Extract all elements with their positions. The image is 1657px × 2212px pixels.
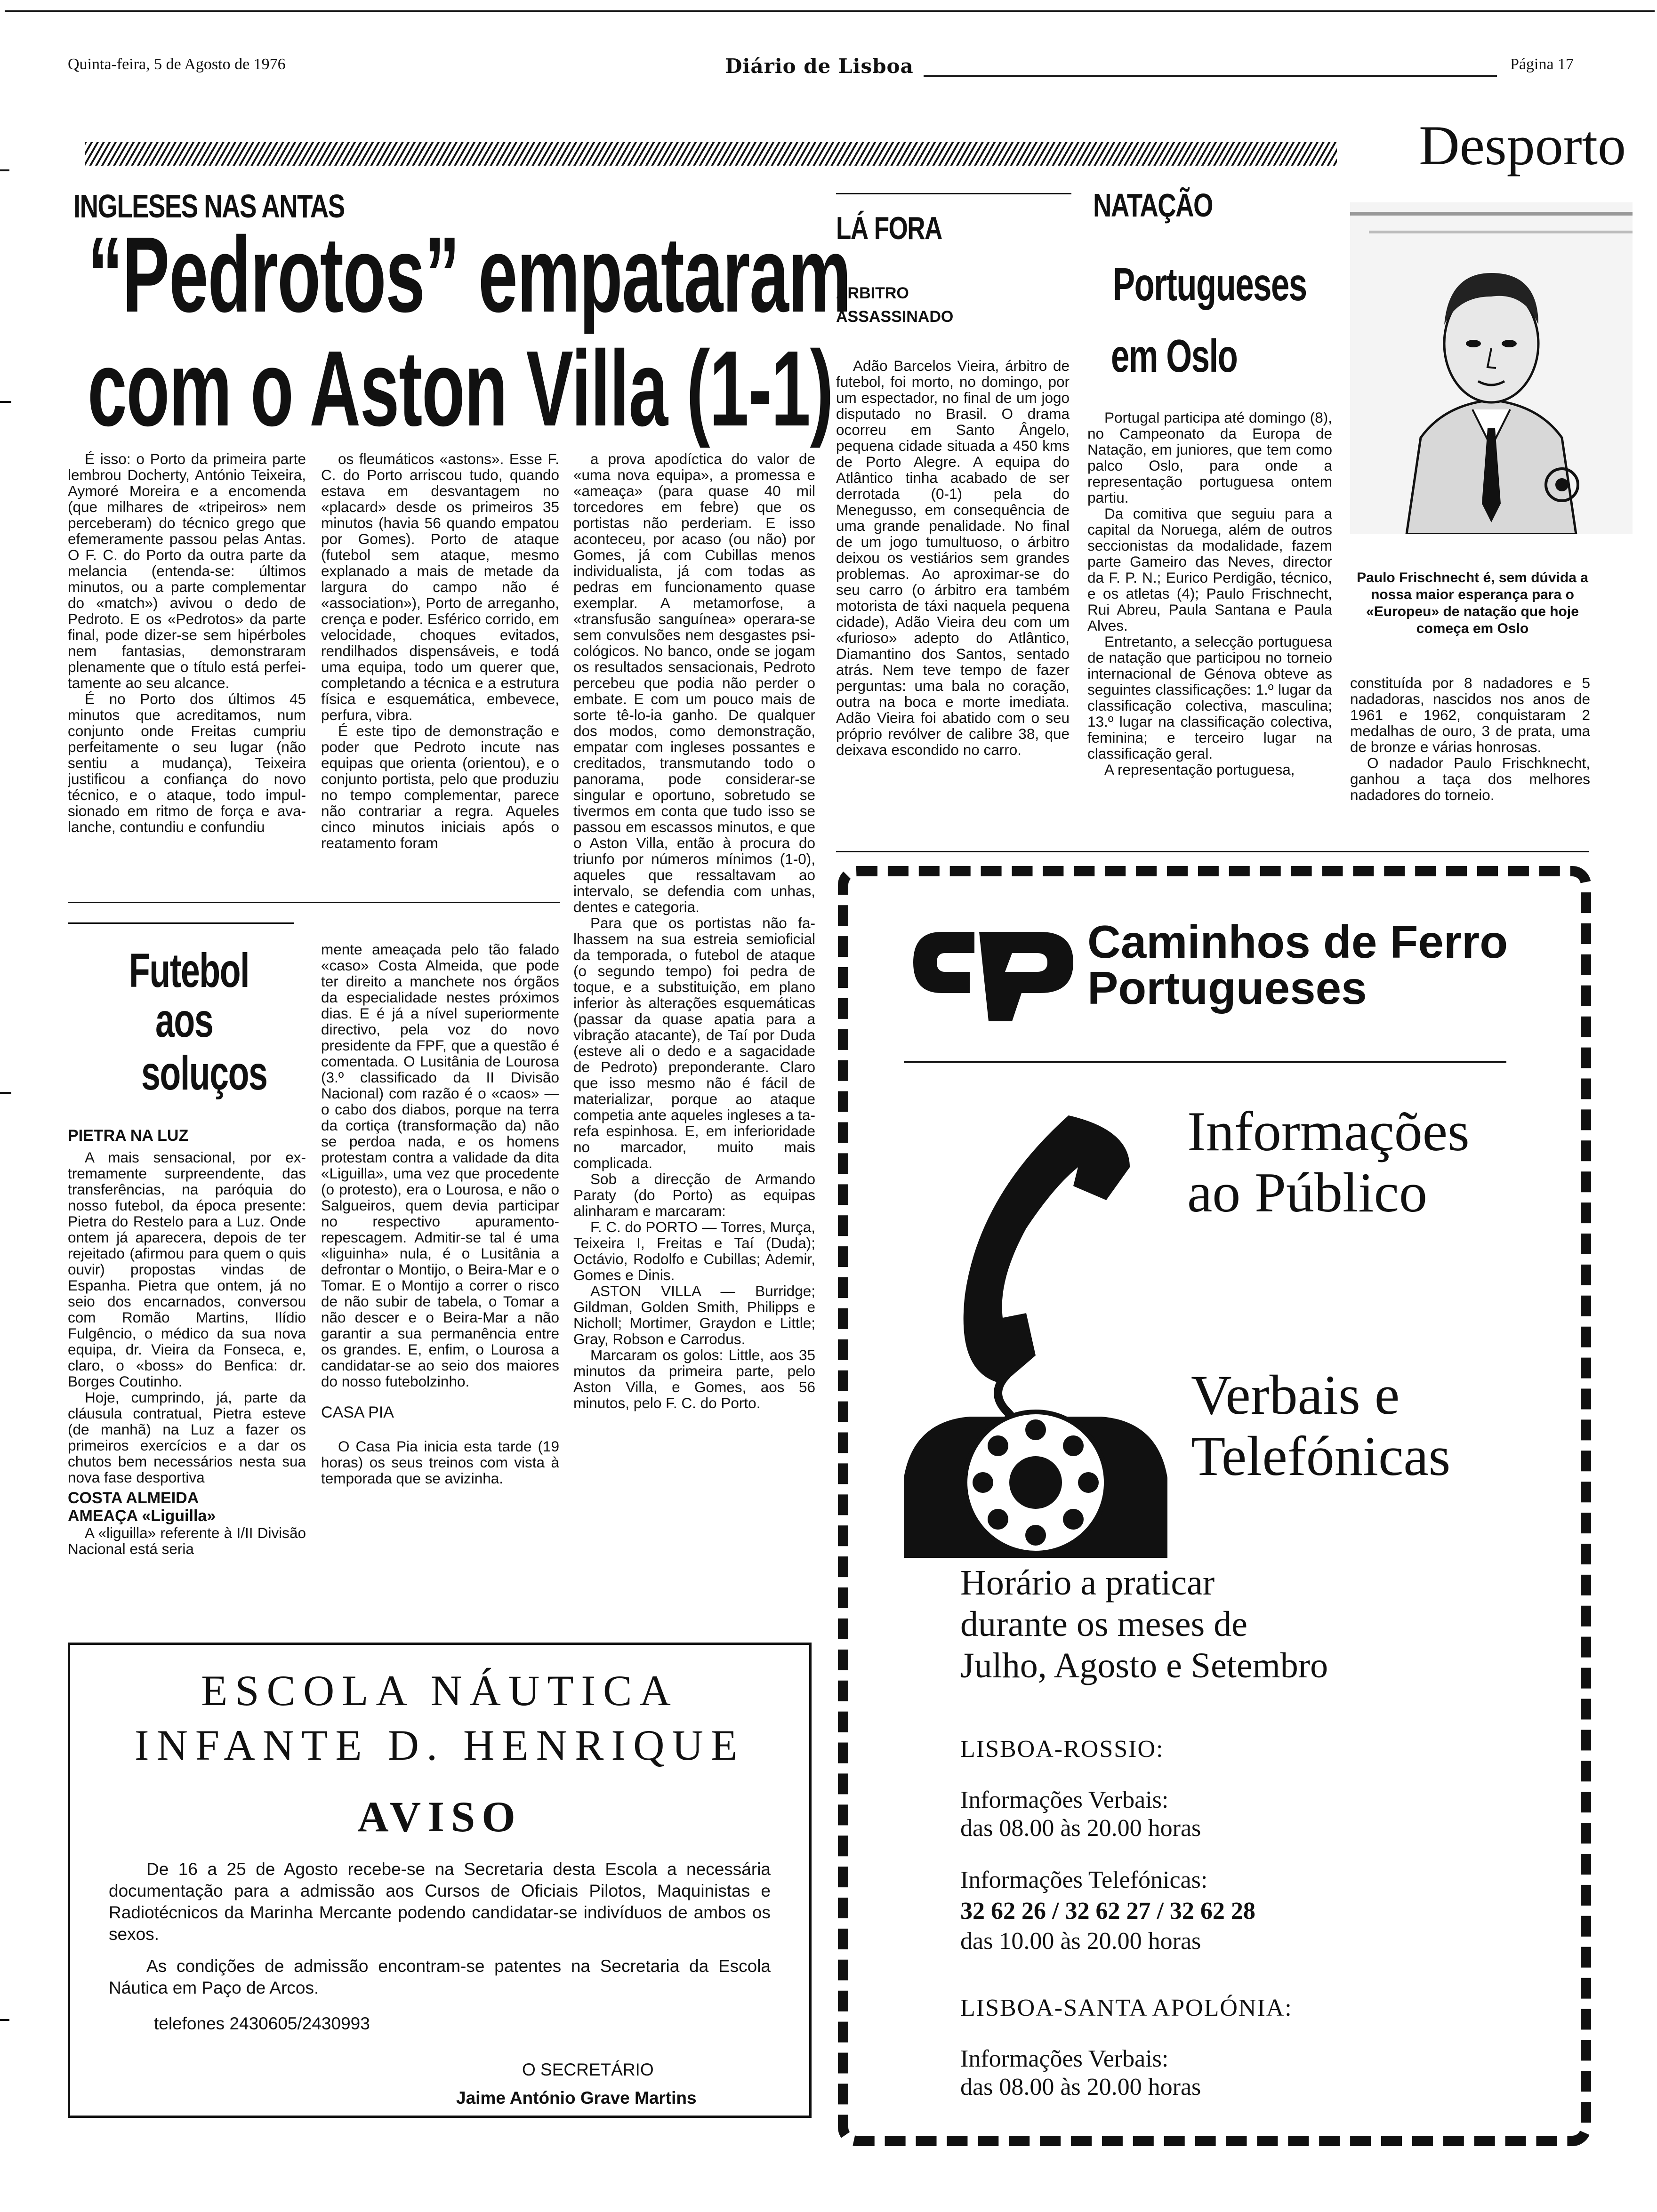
school-aviso: AVISO — [357, 1793, 522, 1841]
margin-mark — [0, 401, 11, 403]
school-signoff: O SECRETÁRIO — [522, 2060, 654, 2079]
cp-location-2: LISBOA-SANTA APOLÓNIA: — [960, 1995, 1293, 2021]
paragraph: Sob a direcção de Armando Paraty (do Porto) as equipas alinharam e marcaram: — [573, 1170, 815, 1219]
cp-logo — [904, 922, 1083, 1033]
cp-loc1-telefonicas: Informações Telefónicas: — [960, 1867, 1208, 1893]
margin-mark — [0, 2019, 9, 2021]
paragraph: É isso: o Porto da primeira parte lembrou Docherty, António Teixeira, Aymoré Moreira e a encomenda (que milhares de «tripeiros» nem perceberam) do técnico grego que efemeramente passou pelas Antas. O F. C. do Porto da outra parte da melancia (entenda-se: últimos minutos, ou a parte complementar do «match») avivou o dedo de Pedroto. E os «Pedrotos» da parte final, pode dizer-se sem hipérboles nem fantasias, demonstraram plenamente que o título está perfeitamente ao seu alcance. — [68, 451, 306, 691]
margin-mark — [0, 1092, 11, 1094]
paragraph: É no Porto dos últimos 45 minutos que acreditamos, num conjunto onde Freitas cumpriu perfeitamente o seu lugar (não sentiu a mudança), Teixeira justificou a confiança do novo técnico, e o ataque, todo impulsionado em ritmo de força e avalanche, contundiu e confundiu — [68, 690, 306, 835]
futebol-divider — [68, 922, 294, 924]
cp-logo-icon — [904, 922, 1083, 1031]
futebol-headline-line3: soluços — [141, 1046, 267, 1100]
cp-horario-line2: durante os meses de — [960, 1604, 1247, 1644]
paragraph: Da comitiva que seguiu para a capital da Noruega, além de outros seccionistas da modalidade, fazem parte Gameiro das Neves, director da F. P. N.; Eurico Perdigão, técnico, e os atletas (4); Paulo Frischnecht, Rui Abreu, Paula Santana e Paula Alves. — [1087, 505, 1332, 634]
futebol-subhead-1: PIETRA NA LUZ — [68, 1127, 189, 1145]
la-fora-text — [836, 358, 1070, 838]
paragraph: Adão Barcelos Vieira, árbitro de futebol, foi morto, no domingo, por um espectador, no final de um jogo disputado no Brasil. O drama ocorreu em Santo Ângelo, pequena cidade situada a 450 kms de Porto Alegre. A equipa do Atlântico tinha acabado de ser derrotada (0-1) pela do Menegusso, em consequência de uma grande penalidade. No final de um jogo tumultuoso, o árbitro deixou os vestiários sem grandes problemas. Ao aproximar-se do seu carro (o árbitro era também motorista de táxi naquela pequena cidade), Adão Vieira deu com um «furioso» adepto do Atlântico, Diamantino dos Santos, sentado atrás. Nem teve tempo de fazer perguntas: uma bala no coração, outra na boca e morte imediata. Adão Vieira foi abatido com o seu próprio revólver de calibre 38, que deixava escondido no carro. — [836, 358, 1070, 758]
paragraph: De 16 a 25 de Agosto recebe-se na Secretaria desta Escola a necessária documentação para a admissão aos Cursos de Oficiais Pilotos, Maquinistas e Radiotécnicos da Marinha Mercante podendo candidatar-se indivíduos de ambos os sexos. — [109, 1859, 771, 1944]
futebol-headline-line1: Futebol — [129, 944, 249, 997]
school-phones: telefones 2430605/2430993 — [154, 2014, 370, 2033]
futebol-column-2 — [321, 941, 559, 1619]
natacao-column-1 — [1087, 409, 1332, 838]
paragraph: O nadador Paulo Frischknecht, ganhou a taça dos melhores nadadores do torneio. — [1350, 754, 1590, 803]
natacao-kicker: NATAÇÃO — [1093, 187, 1213, 224]
paragraph: A «liguilla» referente à I/II Divisão Nacional está seria — [68, 1524, 306, 1557]
cp-verbais-line1: Verbais e — [1191, 1363, 1400, 1426]
cp-horario-line3: Julho, Agosto e Setembro — [960, 1646, 1328, 1685]
newspaper-name: Diário de Lisboa — [725, 55, 914, 78]
cp-loc2-verbais-hours: das 08.00 às 20.00 horas — [960, 2074, 1201, 2100]
cp-info-line2: ao Público — [1187, 1161, 1427, 1224]
paragraph: A representação portuguesa, — [1104, 761, 1295, 778]
natacao-column-2 — [1350, 675, 1590, 840]
story-divider — [68, 902, 560, 903]
paragraph: As condições de admissão encontram-se patentes na Secretaria da Escola Náutica em Paço de Arcos. — [109, 1956, 771, 1997]
paragraph: mente ameaçada pelo tão falado «caso» Costa Almeida, que pode ter direito a manchete nos órgãos da especialidade nestes próximos dias. E é já a nível superiormente directivo, pela voz do novo presidente da FPF, que a questão é comentada. O Lusitânia de Lourosa (3.º classificado da II Divisão Nacional) com razão é o «caos» — o cabo dos diabos, porque na terra da cortiça (transformação da) não se perdoa nada, e os homens protestam contra a validade da dita «Liguilla», uma vez que procedente (o protesto), era o Lourosa, e não o Salgueiros, quem devia participar no respectivo apuramento-repescagem. Admitir-se tal é uma «liguinha» nula, é o Lusitânia a defrontar o Montijo, o Beira-Mar e o Tomar. E o Montijo a correr o risco de não subir de tabela, o Tomar a não descer e o Beira-Mar a não garantir a sua permanência entre os grandes. E, enfim, o Lourosa a candidatar-se ao seio dos maiores do nosso futebolzinho. — [321, 941, 559, 1390]
masthead-rule — [924, 75, 1497, 77]
main-column-3 — [573, 451, 815, 1617]
la-fora-subhead-2: ASSASSINADO — [836, 308, 954, 326]
telephone-illustration — [885, 1092, 1177, 1574]
la-fora-rule — [836, 193, 1071, 194]
paragraph: Marcaram os golos: Little, aos 35 minutos da primeira parte, pelo Aston Villa, e Gomes, aos 56 minutos, pelo F. C. do Porto. — [573, 1346, 815, 1411]
paragraph: Portugal participa até domingo (8), no Campeonato da Europa de Natação, em juniores, que tem como palco Oslo, para onde a representação portuguesa ontem partiu. — [1087, 409, 1332, 506]
paragraph: Para que os portistas não falhassem na sua estreia semioficial da temporada, o futebol de ataque (o segundo tempo) foi pedra de toque, e a substituição, em plano inferior às alterações esquemáticas (passar da quase apatia para a vibração atacante), de Taí por Duda (esteve ali o dedo e a sagacidade de Pedroto) preponderante. Claro que isso mesmo não é fácil de materializar, porque ao ataque competia ante aqueles ingleses a tarefa espinhosa. E, em inferioridade no marcador, muito mais complicada. — [573, 914, 815, 1171]
telephone-icon — [885, 1092, 1177, 1572]
cp-horario-line1: Horário a praticar — [960, 1563, 1215, 1603]
paragraph: a prova apodíctica do valor de «uma nova equipa», a promessa e «ameaça» (para quase 40 mil torcedores em febre) que os portistas não perderiam. E isso aconteceu, por acaso (ou não) por Gomes, já com Cubillas menos individualista, já com todas as pedras em funcionamento quase exemplar. A metamorfose, a «transfusão sanguínea» operara-se sem convulsões nem desgastes psicológicos. No banco, onde se jogam os resultados sensacionais, Pedroto percebeu que podia não perder o embate. E com um pouco mais de sorte tê-lo-ia ganho. De qualquer dos modos, como demonstração, empatar com ingleses possantes e creditados, transmutando todo o panorama, pode considerar-se singular e oportuno, sobretudo se tivermos em conta que tudo isso se passou em escassos minutos, e que o Aston Villa, então à procura do triunfo por números mínimos (1-0), aqueles que ressaltavam ao intervalo, se defendia com unhas, dentes e categoria. — [573, 451, 815, 915]
school-name-line1: ESCOLA NÁUTICA — [201, 1667, 678, 1715]
cp-location-1: LISBOA-ROSSIO: — [960, 1736, 1164, 1763]
main-column-2 — [321, 451, 559, 884]
margin-mark — [0, 169, 9, 171]
swimmer-portrait-icon — [1350, 202, 1633, 534]
main-headline-line1: “Pedrotos” empataram — [88, 215, 851, 335]
cp-title-line1: Caminhos de Ferro — [1087, 916, 1508, 968]
paragraph: Hoje, cumprindo, já, parte da cláusula contratual, Pietra esteve (de manhã) na Luz a fazer os primeiros exercícios e a dar os chutos bem necessários nesta sua nova fase desportiva — [68, 1389, 306, 1486]
futebol-subhead-3: CASA PIA — [321, 1403, 394, 1421]
cp-loc1-verbais: Informações Verbais: — [960, 1787, 1169, 1813]
paragraph: F. C. do PORTO — Torres, Murça, Teixeira I, Freitas e Taí (Duda); Octávio, Rodolfo e Cubillas; Ademir, Gomes e Dinis. — [573, 1218, 815, 1283]
la-fora-subhead-1: ÁRBITRO — [836, 284, 909, 302]
paragraph: constituída por 8 nadadores e 5 nadadoras, nascidos nos anos de 1961 e 1962, conquistaram 2 medalhas de ouro, 3 de prata, uma de bronze e várias honrosas. — [1350, 675, 1590, 755]
school-signature: Jaime António Grave Martins — [456, 2088, 697, 2108]
school-ad-frame — [68, 1643, 812, 2118]
cp-loc1-phone-numbers: 32 62 26 / 32 62 27 / 32 62 28 — [960, 1898, 1255, 1924]
cp-rule — [904, 1061, 1506, 1063]
page-number: Página 17 — [1510, 56, 1574, 73]
paragraph: A mais sensacional, por extremamente surpreendente, das transferências, na paróquia do nosso futebol, da época presente: Pietra do Restelo para a Luz. Onde ontem já aparecera, depois de ter rejeitado (afirmou para quem o quis ouvir) propostas vindas de Espanha. Pietra que ontem, já no seio dos encarnados, conversou com Romão Martins, Ilídio Fulgêncio, o médico da sua nova equipa, dr. Vieira da Fonseca, e, claro, o «boss» do Benfica: dr. Borges Coutinho. — [68, 1149, 306, 1390]
main-column-1 — [68, 451, 306, 884]
main-kicker: INGLESES NAS ANTAS — [73, 188, 345, 224]
futebol-subhead-2a: COSTA ALMEIDA — [68, 1489, 199, 1507]
section-stripe — [85, 142, 1337, 166]
cp-verbais-line2: Telefónicas — [1191, 1425, 1451, 1487]
issue-date: Quinta-feira, 5 de Agosto de 1976 — [68, 56, 286, 73]
cp-title-line2: Portugueses — [1087, 962, 1367, 1014]
swimmer-photo — [1350, 202, 1633, 534]
school-body — [109, 1859, 771, 2035]
natacao-headline-line2: em Oslo — [1111, 330, 1238, 382]
paragraph: É este tipo de demonstração e poder que Pedroto incute nas equipas que orienta (orientou), e o conjunto portista, pelo que produziu no tempo complementar, parece não contrariar a regra. Aqueles cinco minutos iniciais após o reatamento foram — [321, 722, 559, 851]
paragraph: ASTON VILLA — Burridge; Gildman, Golden Smith, Philipps e Nicholl; Mortimer, Graydon e Little; Gray, Robson e Carrodus. — [573, 1282, 815, 1347]
futebol-headline-line2: aos — [155, 994, 213, 1047]
top-border — [5, 10, 1655, 12]
futebol-subhead-2b: AMEAÇA «Liguilla» — [68, 1507, 216, 1525]
cp-loc1-tel-hours: das 10.00 às 20.00 horas — [960, 1928, 1201, 1955]
cp-loc1-verbais-hours: das 08.00 às 20.00 horas — [960, 1815, 1201, 1842]
natacao-headline-line1: Portugueses — [1113, 258, 1307, 310]
main-headline-line2: com o Aston Villa (1-1) — [88, 329, 833, 449]
photo-caption: Paulo Frischnecht é, sem dúvida a nossa maior esperança para o «Europeu» de natação que hoje começa em Oslo — [1357, 570, 1588, 636]
paragraph: Entretanto, a selecção portuguesa de natação que participou no torneio internacional de Génova obteve as seguintes classificações: 1.º lugar da classificação colectiva, masculina; 13.º lugar na classificação colectiva, feminina; e terceiro lugar na classificação geral. — [1087, 633, 1332, 762]
school-name-line2: INFANTE D. HENRIQUE — [134, 1721, 745, 1769]
futebol-column-1 — [68, 1127, 306, 1607]
cp-loc2-verbais: Informações Verbais: — [960, 2045, 1169, 2072]
natacao-bottom-rule — [836, 851, 1589, 852]
section-title: Desporto — [1419, 114, 1626, 176]
la-fora-title: LÁ FORA — [836, 210, 942, 246]
paragraph: O Casa Pia inicia esta tarde (19 horas) os seus treinos com vista à temporada que se avizinha. — [321, 1438, 559, 1487]
paragraph: os fleumáticos «astons». Esse F. C. do Porto arriscou tudo, quando estava em desvantagem no «placard» desde os primeiros 35 minutos (havia 56 quando empatou por Gomes). Porto de ataque (futebol sem ataque, mesmo explanado a mais de metade da largura do campo não é «association»), Porto de arreganho, crença e poder. Esférico corrido, em velocidade, choques evitados, rendilhados dispensáveis, e todá uma equipa, todo um querer que, completando a técnica e a estrutura física e esquemática, embevece, perfura, vibra. — [321, 451, 559, 723]
cp-info-line1: Informações — [1187, 1100, 1470, 1162]
